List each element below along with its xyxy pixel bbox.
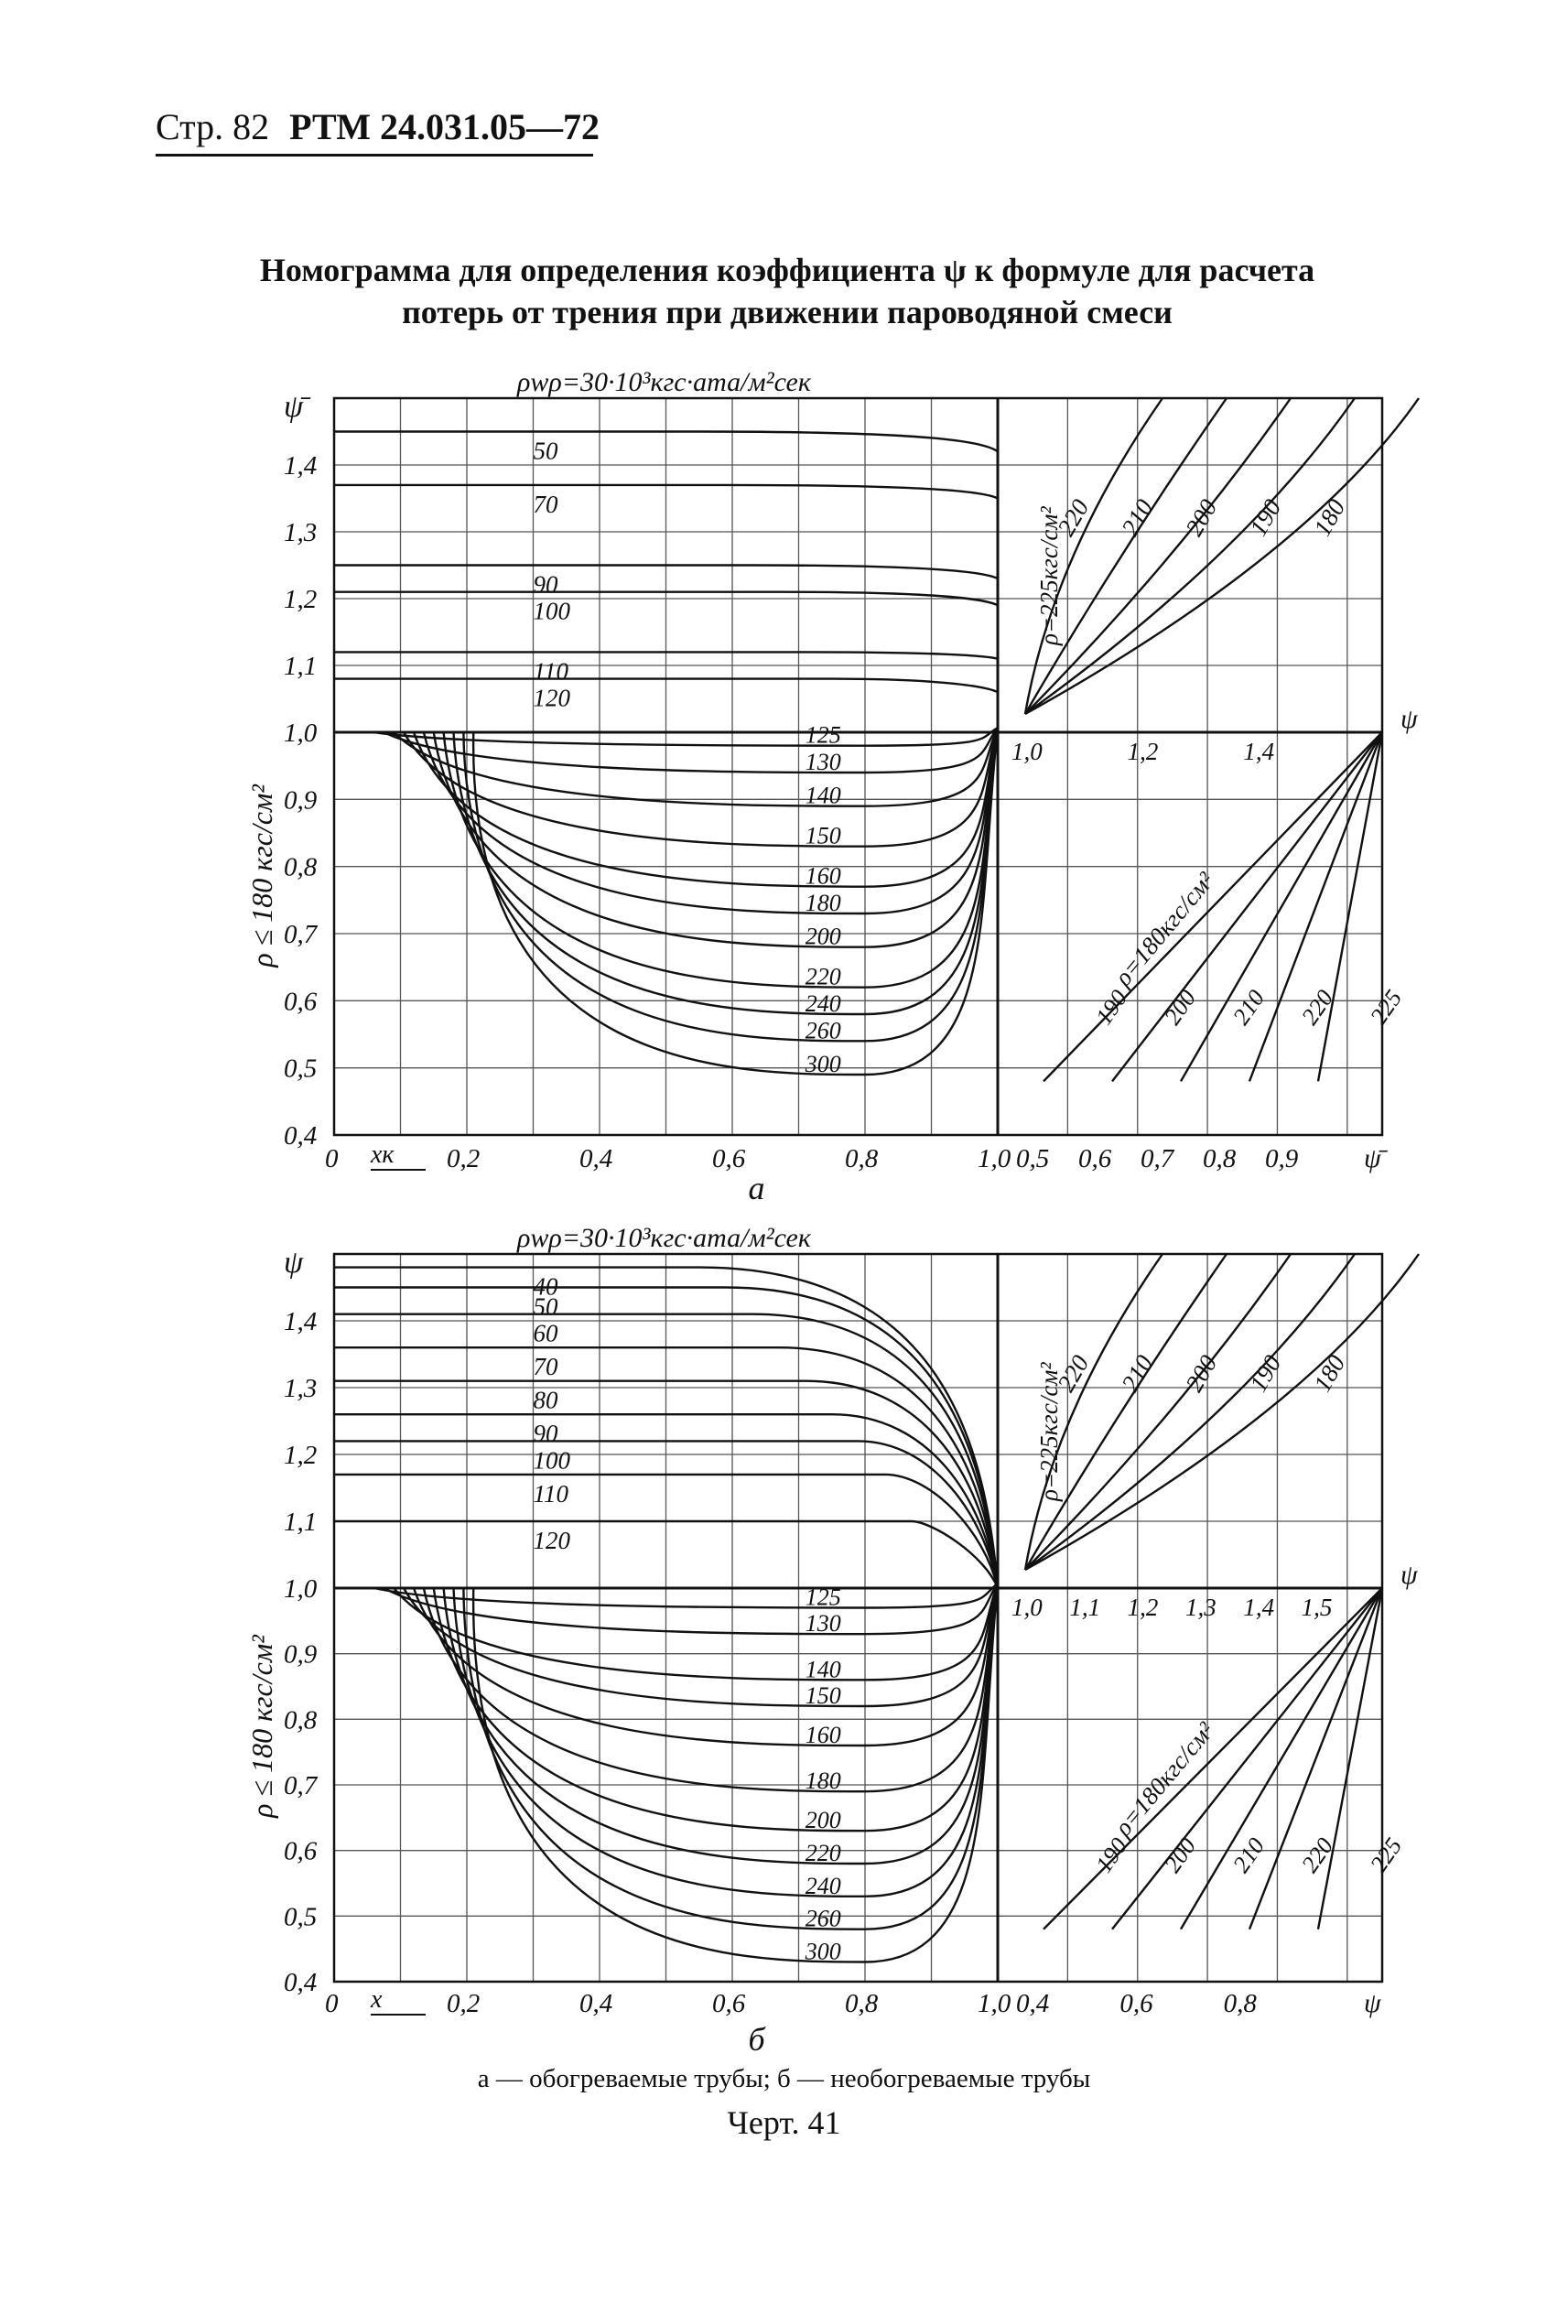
- pressure-label-lower: 220: [1296, 1832, 1339, 1878]
- x-axis-label: x: [371, 1985, 383, 2014]
- right-axis-label: ψ: [1400, 704, 1418, 734]
- pressure-title-upper: ρ=225кгс/см²: [1035, 1362, 1063, 1501]
- title-line-1: Номограмма для определения коэффициента ψ к формуле для расчета: [259, 252, 1315, 288]
- pressure-label-lower: 190: [1090, 985, 1133, 1030]
- y-tick-label: 0,9: [284, 785, 318, 816]
- page-number: Стр. 82: [156, 106, 270, 147]
- pressure-label-lower: 200: [1159, 985, 1202, 1030]
- y-tick-label: 1,0: [284, 719, 318, 748]
- lower-curve-label: 240: [805, 1872, 841, 1899]
- pressure-title-lower: ρ=180кгс/см²: [1108, 1716, 1220, 1842]
- lower-curve: [463, 1584, 998, 1929]
- x-tick-label: 0,6: [712, 1989, 746, 2018]
- x-tick-label-right: 0,5: [1016, 1144, 1050, 1173]
- lower-curve-label: 140: [805, 1656, 841, 1683]
- mid-tick-label: 1,0: [1011, 1594, 1043, 1621]
- y-axis-label: ψ̄: [284, 390, 304, 424]
- y-tick-label: 0,4: [284, 1968, 318, 1997]
- pressure-label-upper: 190: [1244, 1350, 1287, 1397]
- x-tick-label-right: 0,7: [1141, 1144, 1174, 1173]
- pressure-line-lower: [1318, 1588, 1382, 1929]
- upper-curve-label: 40: [533, 1272, 558, 1301]
- mid-tick-label: 1,2: [1127, 738, 1159, 765]
- lower-curve-label: 260: [805, 1017, 841, 1044]
- upper-curve-label: 90: [533, 570, 558, 599]
- y-tick-label: 0,6: [284, 987, 318, 1017]
- x-tick-label: 0,2: [447, 1989, 481, 2018]
- lower-curve-label: 130: [805, 1610, 841, 1638]
- upper-curve-label: 110: [533, 657, 568, 686]
- pressure-label-upper: 210: [1116, 494, 1159, 541]
- pressure-label-upper: 220: [1052, 1350, 1095, 1397]
- y-tick-label: 1,2: [284, 585, 318, 614]
- y-axis-pressure-label: ρ ≤ 180 кгс/см²: [245, 784, 278, 967]
- pressure-label-upper: 180: [1308, 494, 1351, 541]
- pressure-label-upper: 180: [1308, 1350, 1351, 1397]
- x-axis-label: xк: [371, 1140, 395, 1169]
- y-tick-label: 0,5: [284, 1054, 318, 1084]
- x-tick-label: 0,8: [845, 1144, 879, 1173]
- lower-curve-label: 150: [805, 1682, 841, 1709]
- lower-curve: [444, 1584, 998, 1864]
- upper-curve-label: 50: [533, 1292, 558, 1321]
- lower-curve-label: 180: [805, 1767, 841, 1795]
- y-tick-label: 0,7: [284, 1771, 318, 1800]
- y-axis-label: ψ: [284, 1246, 304, 1280]
- x-tick-label: 0: [325, 1144, 339, 1173]
- pressure-label-upper: 200: [1180, 1350, 1223, 1397]
- figure-number: Черт. 41: [727, 2104, 841, 2141]
- x-tick-label: 1,0: [978, 1989, 1011, 2018]
- lower-curve-label: 300: [805, 1051, 841, 1077]
- y-tick-label: 0,4: [284, 1121, 318, 1151]
- lower-curve-label: 200: [805, 1807, 841, 1834]
- pressure-line-upper: [1025, 1254, 1291, 1570]
- y-tick-label: 1,2: [284, 1441, 318, 1470]
- lower-curve-label: 300: [805, 1938, 841, 1965]
- x-axis-end-label: ψ: [1364, 1988, 1381, 2018]
- upper-curve-label: 110: [533, 1479, 568, 1508]
- lower-curve-label: 150: [805, 822, 841, 849]
- x-tick-label-right: 0,9: [1265, 1144, 1299, 1173]
- lower-curve-label: 200: [805, 923, 841, 950]
- lower-curve-label: 140: [805, 782, 841, 809]
- x-tick-label-right: 0,6: [1119, 1989, 1153, 2018]
- x-tick-label: 0,4: [579, 1989, 613, 2018]
- mid-tick-label: 1,1: [1069, 1594, 1101, 1621]
- y-tick-label: 1,3: [284, 518, 318, 547]
- pressure-line-lower: [1249, 1588, 1382, 1929]
- lower-curve-label: 130: [805, 749, 841, 775]
- right-axis-label: ψ: [1400, 1560, 1418, 1590]
- x-tick-label: 0,2: [447, 1144, 481, 1173]
- lower-curve-label: 160: [805, 862, 841, 890]
- upper-curve-label: 100: [533, 597, 570, 625]
- mid-tick-label: 1,3: [1185, 1594, 1217, 1621]
- mid-tick-label: 1,5: [1301, 1594, 1333, 1621]
- x-tick-label: 0: [325, 1989, 339, 2018]
- x-tick-label-right: 0,8: [1203, 1144, 1237, 1173]
- y-tick-label: 1,1: [284, 1508, 318, 1537]
- pressure-label-lower: 220: [1296, 985, 1339, 1030]
- y-tick-label: 0,6: [284, 1836, 318, 1866]
- lower-curve-label: 125: [805, 721, 841, 749]
- upper-curve-label: 90: [533, 1420, 558, 1448]
- upper-curve-label: 120: [533, 1527, 570, 1554]
- flow-label: ρwρ=30·10³кгс·ата/м²сек: [517, 1223, 811, 1253]
- pressure-line-lower: [1044, 1588, 1382, 1929]
- upper-curve-label: 120: [533, 684, 570, 712]
- standard-code: РТМ 24.031.05—72: [289, 106, 600, 147]
- lower-curve-label: 125: [805, 1584, 841, 1611]
- y-tick-label: 1,3: [284, 1374, 318, 1403]
- mid-tick-label: 1,4: [1243, 738, 1275, 765]
- y-tick-label: 0,5: [284, 1902, 318, 1932]
- x-axis-end-label: ψ̄: [1364, 1143, 1381, 1173]
- pressure-title-upper: ρ=225кгс/см²: [1035, 506, 1063, 645]
- x-tick-label-right: 0,8: [1223, 1989, 1257, 2018]
- pressure-label-upper: 190: [1244, 494, 1287, 541]
- upper-curve-label: 80: [533, 1386, 558, 1414]
- x-tick-label: 1,0: [978, 1144, 1011, 1173]
- pressure-label-lower: 210: [1227, 1832, 1271, 1878]
- y-tick-label: 1,0: [284, 1574, 318, 1604]
- pressure-label-upper: 220: [1052, 494, 1095, 541]
- panel-letter: б: [748, 2021, 765, 2058]
- y-tick-label: 0,9: [284, 1639, 318, 1670]
- lower-curve: [384, 1584, 998, 1634]
- title-line-2: потерь от трения при движении пароводяной смеси: [402, 294, 1173, 330]
- y-tick-label: 0,8: [284, 1705, 318, 1735]
- lower-curve-label: 240: [805, 990, 841, 1017]
- x-tick-label: 0,6: [712, 1144, 746, 1173]
- upper-curve-label: 60: [533, 1319, 558, 1347]
- lower-curve-label: 260: [805, 1905, 841, 1932]
- pressure-label-lower: 210: [1227, 985, 1271, 1030]
- x-tick-label-right: 0,4: [1016, 1989, 1050, 2018]
- pressure-line-upper: [1025, 1254, 1419, 1570]
- pressure-label-upper: 200: [1180, 494, 1223, 541]
- upper-curve-label: 50: [533, 437, 558, 465]
- lower-curve-label: 220: [805, 1840, 841, 1866]
- upper-curve-label: 70: [533, 490, 558, 518]
- x-tick-label: 0,4: [579, 1144, 613, 1173]
- y-tick-label: 1,4: [284, 1307, 318, 1336]
- upper-curve-label: 100: [533, 1446, 570, 1475]
- pressure-label-lower: 190: [1090, 1832, 1133, 1878]
- y-tick-label: 0,8: [284, 852, 318, 882]
- pressure-line-lower: [1181, 1588, 1382, 1929]
- lower-curve: [424, 1584, 998, 1791]
- pressure-line-lower: [1112, 1588, 1382, 1929]
- figure-caption: а — обогреваемые трубы; б — необогреваемые трубы: [477, 2064, 1091, 2093]
- pressure-label-upper: 210: [1116, 1350, 1159, 1397]
- pressure-label-lower: 200: [1159, 1832, 1202, 1878]
- pressure-title-lower: ρ=180кгс/см²: [1108, 867, 1220, 991]
- lower-curve-label: 180: [805, 890, 841, 916]
- mid-tick-label: 1,2: [1127, 1594, 1159, 1621]
- x-tick-label-right: 0,6: [1078, 1144, 1112, 1173]
- mid-tick-label: 1,0: [1011, 738, 1043, 765]
- y-tick-label: 1,4: [284, 451, 318, 481]
- lower-curve-label: 160: [805, 1722, 841, 1748]
- pressure-line-upper: [1025, 1254, 1355, 1570]
- y-tick-label: 0,7: [284, 920, 318, 949]
- y-tick-label: 1,1: [284, 652, 318, 681]
- y-axis-pressure-label: ρ ≤ 180 кгс/см²: [245, 1635, 278, 1818]
- lower-curve-label: 220: [805, 963, 841, 990]
- flow-label: ρwρ=30·10³кгс·ата/м²сек: [517, 367, 811, 397]
- upper-curve-label: 70: [533, 1353, 558, 1381]
- panel-letter: а: [748, 1170, 765, 1206]
- pressure-label-lower: 225: [1365, 1832, 1408, 1878]
- mid-tick-label: 1,4: [1243, 1594, 1275, 1621]
- x-tick-label: 0,8: [845, 1989, 879, 2018]
- pressure-label-lower: 225: [1365, 985, 1408, 1030]
